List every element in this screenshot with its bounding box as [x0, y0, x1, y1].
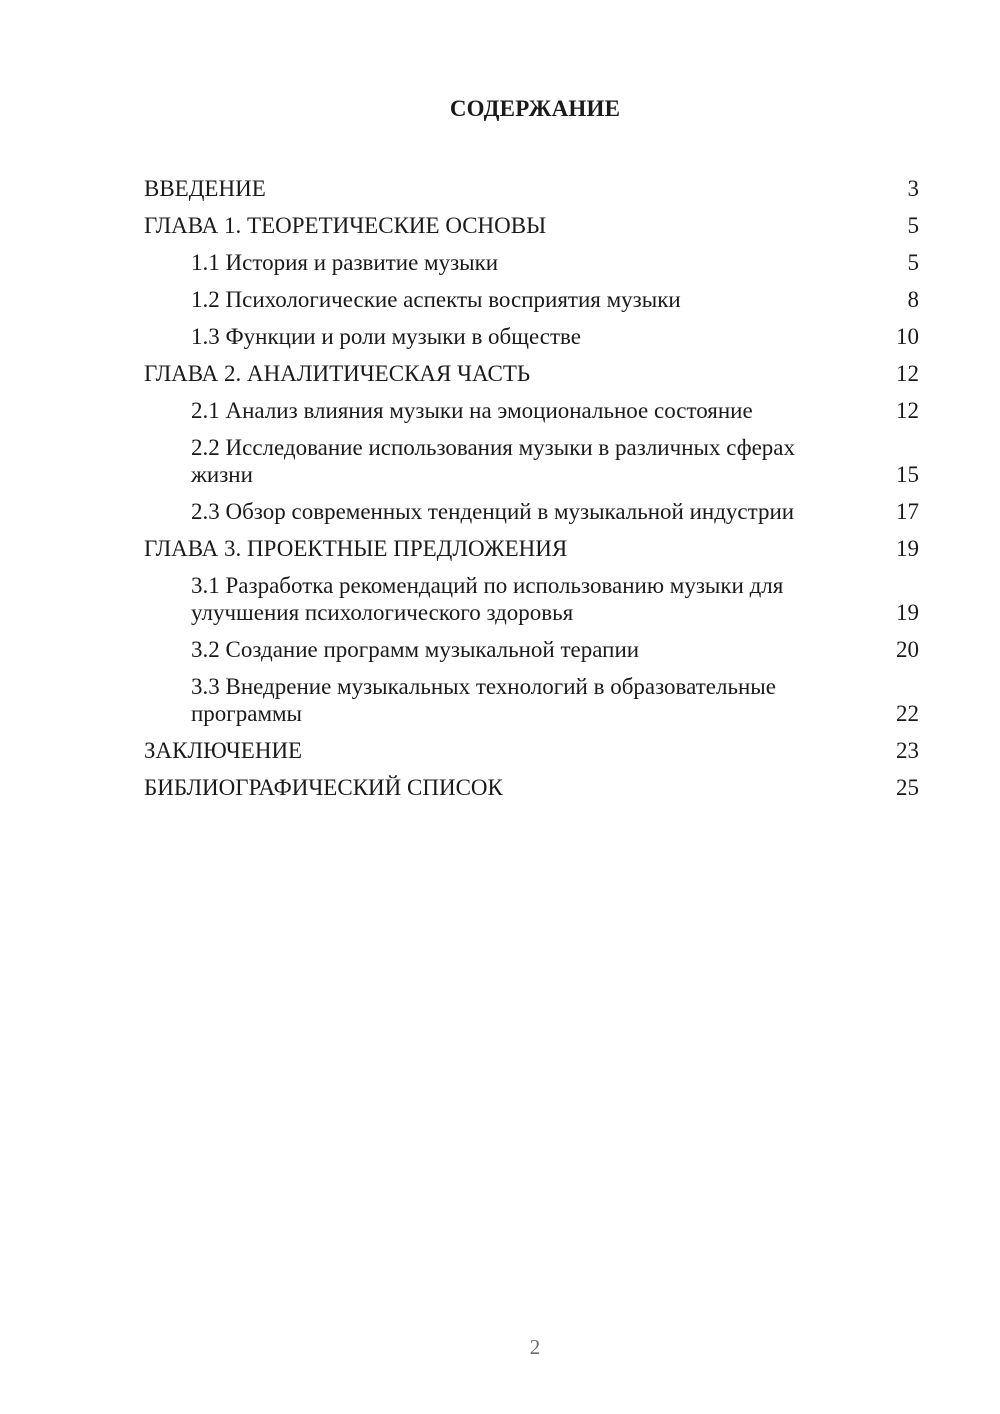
- toc-entry-label: 3.1 Разработка рекомендаций по использованию музыки для улучшения психологического здоровья: [191, 573, 784, 625]
- toc-entry-section-3-2[interactable]: [144, 631, 919, 668]
- toc-entry-bibliography[interactable]: [144, 769, 919, 806]
- toc-entry-label: БИБЛИОГРАФИЧЕСКИЙ СПИСОК: [144, 775, 503, 800]
- toc-entry-page: 25: [896, 775, 919, 800]
- toc-entry-label: 1.2 Психологические аспекты восприятия музыки: [191, 287, 681, 312]
- toc-entry-page: 23: [896, 738, 919, 763]
- toc-entry-page: 8: [907, 287, 919, 312]
- toc-entry-label: ЗАКЛЮЧЕНИЕ: [144, 738, 303, 763]
- toc-entry-page: 19: [896, 600, 919, 625]
- toc-entry-label: 3.3 Внедрение музыкальных технологий в образовательные программы: [191, 674, 776, 726]
- toc-entry-label: 3.2 Создание программ музыкальной терапии: [191, 637, 640, 662]
- toc-entry-label: ВВЕДЕНИЕ: [144, 176, 266, 201]
- toc-entry-chapter-2[interactable]: [144, 355, 919, 392]
- toc-entry-label: ГЛАВА 1. ТЕОРЕТИЧЕСКИЕ ОСНОВЫ: [144, 213, 547, 238]
- toc-entry-section-1-3[interactable]: [144, 318, 919, 355]
- toc-entry-conclusion[interactable]: [144, 732, 919, 769]
- toc-entry-label: 1.1 История и развитие музыки: [191, 250, 499, 275]
- toc-entry-chapter-1[interactable]: [144, 207, 919, 244]
- toc-entry-section-1-2[interactable]: [144, 281, 919, 318]
- table-of-contents: [144, 170, 919, 806]
- toc-entry-section-1-1[interactable]: [144, 244, 919, 281]
- toc-title: СОДЕРЖАНИЕ: [449, 96, 621, 121]
- toc-entry-label: 1.3 Функции и роли музыки в обществе: [191, 324, 581, 349]
- toc-entry-page: 10: [896, 324, 919, 349]
- toc-entry-page: 20: [896, 637, 919, 662]
- toc-entry-page: 5: [907, 213, 919, 238]
- toc-entry-page: 15: [896, 462, 919, 487]
- toc-entry-section-2-2[interactable]: [144, 429, 919, 493]
- toc-entry-page: 22: [896, 701, 919, 726]
- toc-entry-page: 3: [907, 176, 919, 201]
- toc-entry-label: 2.3 Обзор современных тенденций в музыкальной индустрии: [191, 499, 795, 524]
- toc-entry-label: 2.1 Анализ влияния музыки на эмоциональное состояние: [191, 398, 753, 423]
- toc-entry-page: 19: [896, 536, 919, 561]
- toc-entry-label: 2.2 Исследование использования музыки в различных сферах жизни: [191, 435, 796, 487]
- toc-entry-section-3-3[interactable]: [144, 668, 919, 732]
- toc-entry-section-3-1[interactable]: [144, 567, 919, 631]
- toc-entry-page: 12: [896, 361, 919, 386]
- page-number: 2: [529, 1335, 541, 1359]
- toc-entry-section-2-3[interactable]: [144, 493, 919, 530]
- toc-entry-section-2-1[interactable]: [144, 392, 919, 429]
- toc-entry-page: 17: [896, 499, 919, 524]
- toc-entry-page: 5: [907, 250, 919, 275]
- toc-entry-introduction[interactable]: [144, 170, 919, 207]
- toc-entry-page: 12: [896, 398, 919, 423]
- toc-entry-label: ГЛАВА 2. АНАЛИТИЧЕСКАЯ ЧАСТЬ: [144, 361, 531, 386]
- toc-entry-chapter-3[interactable]: [144, 530, 919, 567]
- toc-entry-label: ГЛАВА 3. ПРОЕКТНЫЕ ПРЕДЛОЖЕНИЯ: [144, 536, 568, 561]
